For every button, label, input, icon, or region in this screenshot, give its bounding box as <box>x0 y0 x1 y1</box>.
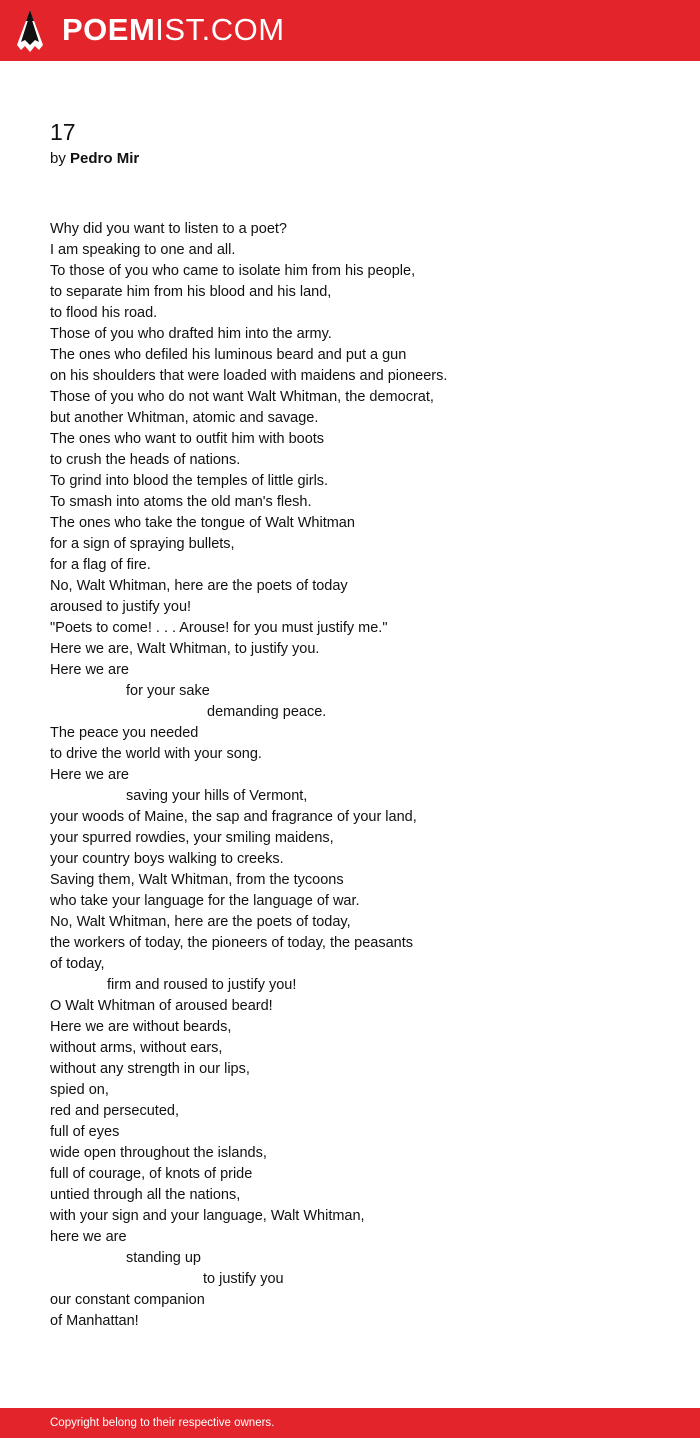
site-logo[interactable] <box>62 12 285 48</box>
logo-text-light: IST.COM <box>155 12 285 47</box>
poem-line: without arms, without ears, <box>50 1040 223 1056</box>
poem-line: Those of you who do not want Walt Whitman, the democrat, <box>50 389 434 405</box>
poem-line: Saving them, Walt Whitman, from the tycoons <box>50 872 344 888</box>
poem-line: Here we are without beards, <box>50 1019 232 1035</box>
poem-line: demanding peace. <box>207 704 327 720</box>
poem-line: your woods of Maine, the sap and fragrance of your land, <box>50 809 417 825</box>
poem-line: No, Walt Whitman, here are the poets of today <box>50 578 348 594</box>
byline-prefix: by <box>50 150 66 167</box>
site-header <box>0 0 700 61</box>
poem-line: but another Whitman, atomic and savage. <box>50 410 319 426</box>
poem-line: spied on, <box>50 1082 109 1098</box>
poem-line: full of eyes <box>50 1124 120 1140</box>
pencil-icon[interactable] <box>16 9 44 53</box>
poem-line: saving your hills of Vermont, <box>126 788 308 804</box>
poem-line: with your sign and your language, Walt Whitman, <box>50 1208 365 1224</box>
site-footer <box>0 1408 700 1438</box>
poem-line: "Poets to come! . . . Arouse! for you must justify me." <box>50 620 388 636</box>
logo-text-bold: POEM <box>62 12 156 47</box>
poem-line: To smash into atoms the old man's flesh. <box>50 494 312 510</box>
poem-line: I am speaking to one and all. <box>50 242 236 258</box>
poem-line: to crush the heads of nations. <box>50 452 241 468</box>
poem-line: wide open throughout the islands, <box>50 1145 267 1161</box>
poem-line: firm and roused to justify you! <box>107 977 297 993</box>
poem-line: O Walt Whitman of aroused beard! <box>50 998 273 1014</box>
poem-line: for your sake <box>126 683 210 699</box>
poem-line: our constant companion <box>50 1292 205 1308</box>
poem-line: Here we are <box>50 662 129 678</box>
poem-line: The peace you needed <box>50 725 199 741</box>
poem-line: to separate him from his blood and his land, <box>50 284 332 300</box>
poem-line: of Manhattan! <box>50 1313 139 1329</box>
poem-line: aroused to justify you! <box>50 599 192 615</box>
poem-line: full of courage, of knots of pride <box>50 1166 253 1182</box>
poem-line: Why did you want to listen to a poet? <box>50 221 287 237</box>
poem-line: for a flag of fire. <box>50 557 151 573</box>
poem-line: of today, <box>50 956 105 972</box>
poem-title: 17 <box>50 119 76 145</box>
author-name: Pedro Mir <box>70 150 140 167</box>
poem-byline <box>50 149 139 169</box>
poem-line: your spurred rowdies, your smiling maidens, <box>50 830 334 846</box>
poem-line: No, Walt Whitman, here are the poets of today, <box>50 914 351 930</box>
poem-line: to flood his road. <box>50 305 158 321</box>
poem-line: to justify you <box>203 1271 284 1287</box>
poem-line: your country boys walking to creeks. <box>50 851 284 867</box>
poem-line: here we are <box>50 1229 127 1245</box>
poem-line: for a sign of spraying bullets, <box>50 536 235 552</box>
poem-line: standing up <box>126 1250 201 1266</box>
poem-line: the workers of today, the pioneers of today, the peasants <box>50 935 413 951</box>
poem-line: who take your language for the language of war. <box>50 893 360 909</box>
poem-line: The ones who take the tongue of Walt Whitman <box>50 515 355 531</box>
poem-line: The ones who defiled his luminous beard and put a gun <box>50 347 407 363</box>
poem-line: Those of you who drafted him into the army. <box>50 326 332 342</box>
copyright-text: Copyright belong to their respective owners. <box>50 1417 275 1429</box>
poem-body <box>50 219 670 1332</box>
poem-line: on his shoulders that were loaded with maidens and pioneers. <box>50 368 448 384</box>
poem-line: untied through all the nations, <box>50 1187 241 1203</box>
poem-line: Here we are, Walt Whitman, to justify you. <box>50 641 320 657</box>
poem-line: Here we are <box>50 767 129 783</box>
poem-line: To grind into blood the temples of little girls. <box>50 473 329 489</box>
poem-line: to drive the world with your song. <box>50 746 262 762</box>
poem-line: To those of you who came to isolate him from his people, <box>50 263 416 279</box>
poem-line: red and persecuted, <box>50 1103 179 1119</box>
poem-line: without any strength in our lips, <box>50 1061 250 1077</box>
poem-line: The ones who want to outfit him with boots <box>50 431 325 447</box>
